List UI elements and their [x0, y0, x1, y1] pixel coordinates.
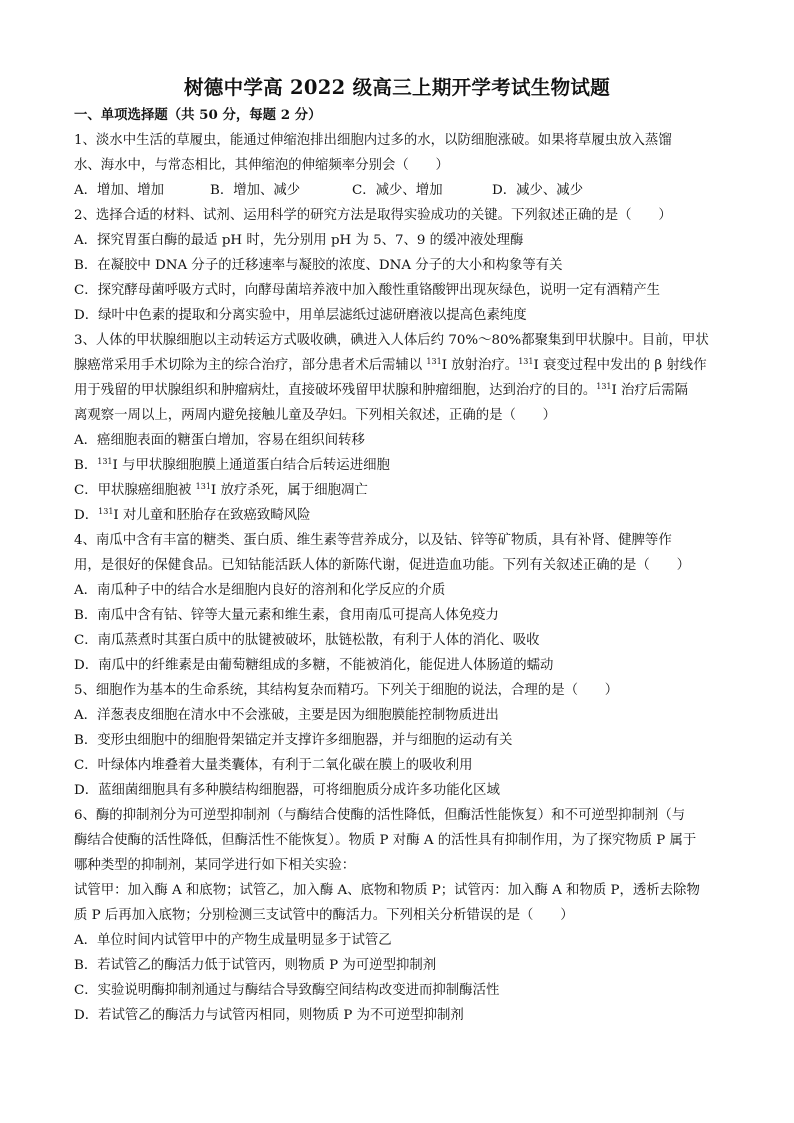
q4-option-c: C．南瓜蒸煮时其蛋白质中的肽键被破坏，肽链松散，有利于人体的消化、吸收 — [74, 633, 540, 648]
q2-option-c: C．探究酵母菌呼吸方式时，向酵母菌培养液中加入酸性重铬酸钾出现灰绿色，说明一定有酒精产生 — [74, 283, 661, 298]
q3-stem-line4: 离观察一周以上，两周内避免接触儿童及孕妇。下列相关叙述，正确的是（ ） — [74, 408, 557, 423]
section-heading: 一、单项选择题（共 50 分，每题 2 分） — [74, 107, 322, 123]
q1-option-d: D．减少、减少 — [492, 183, 584, 198]
q6-stem-line4: 试管甲：加入酶 A 和底物；试管乙，加入酶 A、底物和物质 P；试管丙：加入酶 A 和物质 P，透析去除物 — [74, 883, 700, 898]
q1-stem-line1: 1、淡水中生活的草履虫，能通过伸缩泡排出细胞内过多的水，以防细胞涨破。如果将草履虫放入蒸馏 — [74, 133, 672, 148]
q5-stem: 5、细胞作为基本的生命系统，其结构复杂而精巧。下列关于细胞的说法，合理的是（ ） — [74, 683, 619, 698]
q4-option-d: D．南瓜中的纤维素是由葡萄糖组成的多糖，不能被消化，能促进人体肠道的蠕动 — [74, 658, 554, 673]
q5-option-a: A．洋葱表皮细胞在清水中不会涨破，主要是因为细胞膜能控制物质进出 — [74, 708, 499, 723]
q3-stem-line3: 用于残留的甲状腺组织和肿瘤病灶，直接破坏残留甲状腺和肿瘤细胞，达到治疗的目的。$^{131}$I 治疗后需隔 — [74, 382, 689, 398]
q6-option-d: D．若试管乙的酶活力与试管丙相同，则物质 P 为不可逆型抑制剂 — [74, 1008, 464, 1023]
q6-stem-line2: 酶结合使酶的活性降低，但酶活性不能恢复）。物质 P 对酶 A 的活性具有抑制作用，为了探究物质 P 属于 — [74, 833, 697, 848]
q3-option-b: B．$^{131}$I 与甲状腺细胞膜上通道蛋白结合后转运进细胞 — [74, 457, 390, 473]
exam-title: 树德中学高 2022 级高三上期开学考试生物试题 — [183, 76, 611, 99]
q5-option-c: C．叶绿体内堆叠着大量类囊体，有利于二氧化碳在膜上的吸收利用 — [74, 758, 473, 773]
q3-stem-line2: 腺癌常采用手术切除为主的综合治疗，部分患者术后需辅以 $^{131}$I 放射治疗。$^{131}$I 衰变过程中发出的 β 射线作 — [74, 357, 707, 373]
q6-stem-line3: 哪种类型的抑制剂，某同学进行如下相关实验： — [74, 858, 356, 873]
q4-stem-line1: 4、南瓜中含有丰富的糖类、蛋白质、维生素等营养成分，以及钴、锌等矿物质，具有补肾、健脾等作 — [74, 533, 672, 548]
q6-option-c: C．实验说明酶抑制剂通过与酶结合导致酶空间结构改变进而抑制酶活性 — [74, 983, 500, 998]
q4-option-b: B．南瓜中含有钴、锌等大量元素和维生素，食用南瓜可提高人体免疫力 — [74, 608, 499, 623]
q2-stem: 2、选择合适的材料、试剂、运用科学的研究方法是取得实验成功的关键。下列叙述正确的是（ ） — [74, 208, 672, 223]
q4-option-a: A．南瓜种子中的结合水是细胞内良好的溶剂和化学反应的介质 — [74, 583, 446, 598]
q1-stem-line2: 水、海水中，与常态相比，其伸缩泡的伸缩频率分别会（ ） — [74, 158, 449, 173]
q3-option-c: C．甲状腺癌细胞被 $^{131}$I 放疗杀死，属于细胞凋亡 — [74, 482, 368, 498]
q6-stem-line1: 6、酶的抑制剂分为可逆型抑制剂（与酶结合使酶的活性降低，但酶活性能恢复）和不可逆型抑制剂（与 — [74, 808, 686, 823]
q4-stem-line2: 用，是很好的保健食品。已知钴能活跃人体的新陈代谢，促进造血功能。下列有关叙述正确的是（ ） — [74, 558, 690, 573]
q6-option-b: B．若试管乙的酶活力低于试管丙，则物质 P 为可逆型抑制剂 — [74, 958, 437, 973]
q2-option-d: D．绿叶中色素的提取和分离实验中，用单层滤纸过滤研磨液以提高色素纯度 — [74, 308, 527, 323]
q6-option-a: A．单位时间内试管甲中的产物生成量明显多于试管乙 — [74, 933, 392, 948]
q1-option-a: A．增加、增加 — [74, 183, 165, 198]
q5-option-b: B．变形虫细胞中的细胞骨架锚定并支撑许多细胞器，并与细胞的运动有关 — [74, 733, 513, 748]
q2-option-a: A．探究胃蛋白酶的最适 pH 时，先分别用 pH 为 5、7、9 的缓冲液处理酶 — [74, 233, 524, 248]
q3-option-a: A．癌细胞表面的糖蛋白增加，容易在组织间转移 — [74, 433, 365, 448]
q2-option-b: B．在凝胶中 DNA 分子的迁移速率与凝胶的浓度、DNA 分子的大小和构象等有关 — [74, 258, 563, 273]
q3-option-d: D．$^{131}$I 对儿童和胚胎存在致癌致畸风险 — [74, 507, 311, 523]
q3-stem-line1: 3、人体的甲状腺细胞以主动转运方式吸收碘，碘进入人体后约 70%～80%都聚集到甲状腺中。目前，甲状 — [74, 333, 709, 348]
q5-option-d: D．蓝细菌细胞具有多种膜结构细胞器，可将细胞质分成许多功能化区域 — [74, 783, 500, 798]
q1-option-c: C．减少、增加 — [352, 183, 443, 198]
q6-stem-line5: 质 P 后再加入底物；分别检测三支试管中的酶活力。下列相关分析错误的是（ ） — [74, 908, 574, 923]
q1-option-b: B．增加、减少 — [210, 183, 301, 198]
